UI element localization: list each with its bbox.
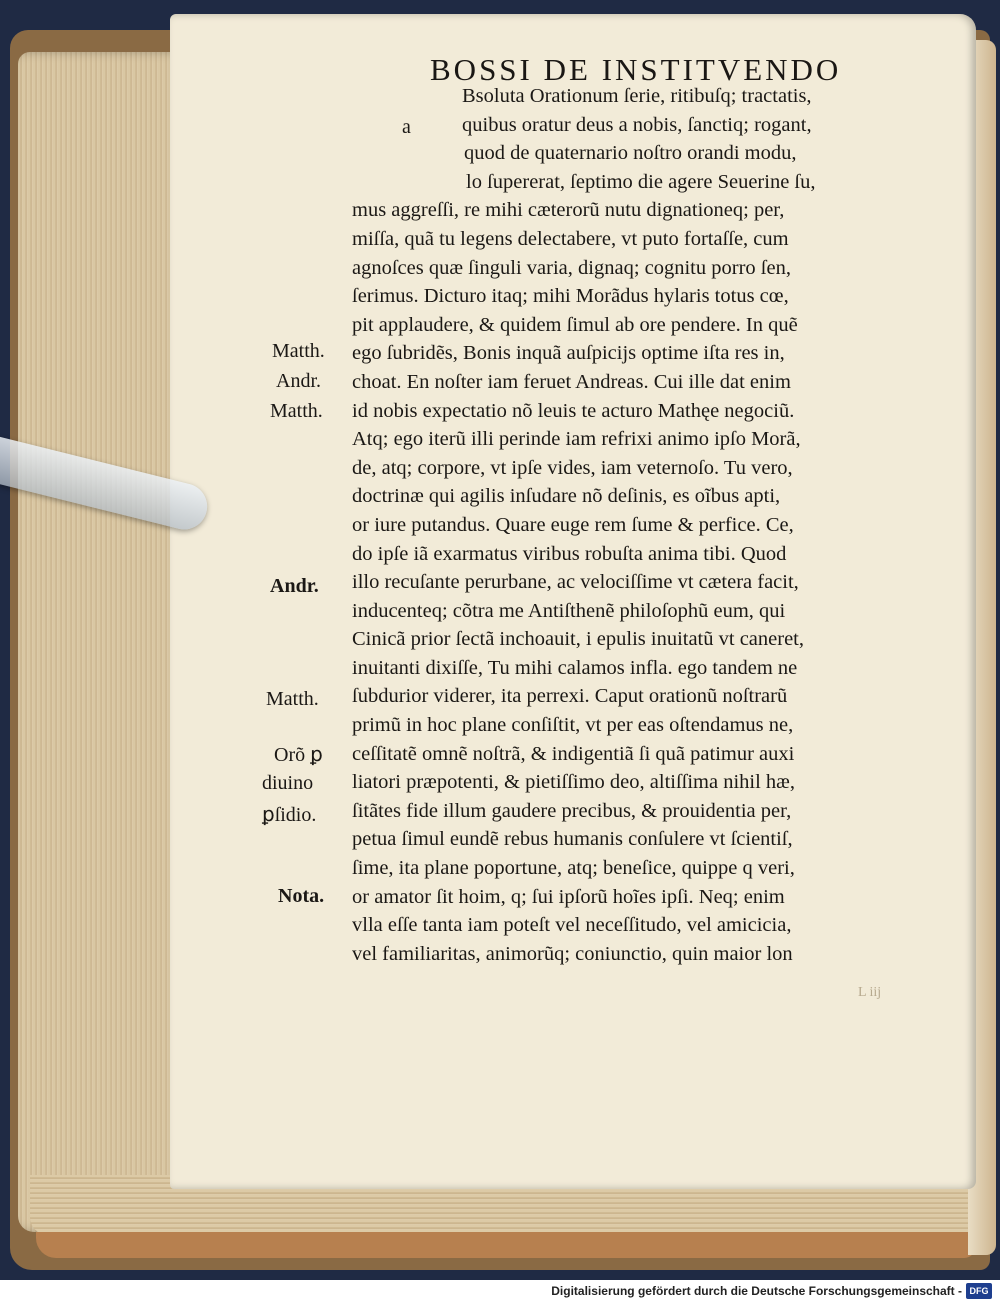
page-stack-left: [18, 52, 183, 1232]
margin-note-matth: Matth.: [272, 340, 325, 362]
footer-bar: [0, 1280, 1000, 1303]
text-line: de, atq; corpore, vt ipſe vides, iam veternoſo. Tu vero,: [352, 456, 793, 479]
text-line: Atq; ego iterũ illi perinde iam refrixi animo ipſo Morã,: [352, 428, 801, 451]
page-signature: L iij: [858, 985, 882, 1000]
text-line: ſime, ita plane poportune, atq; beneſice, quippe q veri,: [352, 857, 795, 880]
text-line: do ipſe iã exarmatus viribus robuſta anima tibi. Quod: [352, 542, 787, 565]
text-line: illo recuſante perurbane, ac velociſſime vt cætera facit,: [352, 571, 799, 594]
text-line: quod de quaternario noſtro orandi modu,: [464, 142, 797, 165]
text-line: mus aggreſſi, re mihi cæterorũ nutu dignationeq; per,: [352, 199, 785, 222]
text-line: ſitãtes fide illum gaudere precibus, & prouidentia per,: [352, 799, 792, 822]
margin-note-matth: Matth.: [266, 688, 319, 710]
margin-note-diuino: diuino: [262, 772, 314, 794]
text-line: vel familiaritas, animorũq; coniunctio, quin maior lon: [352, 942, 793, 965]
text-line: agnoſces quæ ſinguli varia, dignaq; cognitu porro ſen,: [352, 256, 791, 279]
dfg-logo: DFG: [966, 1283, 992, 1299]
text-line: id nobis expectatio nõ leuis te acturo Mathęe negociũ.: [352, 399, 795, 422]
text-line: ceſſitatẽ omnẽ noſtrã, & indigentiã ſi quã patimur auxi: [352, 742, 795, 765]
margin-note-andr: Andr.: [270, 575, 319, 597]
body-text: [352, 82, 907, 968]
signature-marker: a: [402, 116, 411, 138]
text-line: doctrinæ qui agilis inſudare nõ deſinis, es oĩbus apti,: [352, 485, 781, 508]
text-line: choat. En noſter iam feruet Andreas. Cui ille dat enim: [352, 370, 791, 393]
text-line: ego ſubridẽs, Bonis inquã auſpicijs optime iſta res in,: [352, 342, 785, 365]
text-line: liatori præpotenti, & pietiſſimo deo, altiſſima nihil hæ,: [352, 771, 795, 794]
text-line: primũ in hoc plane conſiſtit, vt per eas oſtendamus ne,: [352, 714, 794, 737]
margin-note-andr: Andr.: [276, 370, 321, 392]
text-line: or iure putandus. Quare euge rem ſume & perfice. Ce,: [352, 513, 794, 536]
text-line: petua ſimul eundẽ rebus humanis conſulere vt ſcientiſ,: [352, 828, 793, 851]
text-line: or amator ſit hoim, q; ſui ipſorũ hoĩes ipſi. Neq; enim: [352, 885, 785, 908]
text-line: quibus oratur deus a nobis, ſanctiq; rogant,: [462, 113, 812, 136]
margin-note-matth: Matth.: [270, 400, 323, 422]
text-line: inuitanti dixiſſe, Tu mihi calamos infla. ego tandem ne: [352, 656, 798, 679]
text-line: vlla eſſe tanta iam poteſt vel neceſſitudo, vel amicicia,: [352, 914, 792, 937]
text-line: lo ſupererat, ſeptimo die agere Seuerine ſu,: [466, 170, 816, 193]
text-line: inducenteq; cõtra me Antiſthenẽ philoſophũ eum, qui: [352, 599, 786, 622]
text-line: ſubdurior viderer, ita perrexi. Caput orationũ noſtrarũ: [352, 685, 788, 708]
text-line: pit applaudere, & quidem ſimul ab ore pendere. In quẽ: [352, 313, 798, 336]
running-header: BOSSI DE INSTITVENDO: [430, 52, 842, 87]
margin-note-psidio: ꝑſidio.: [262, 804, 317, 826]
margin-note-oro: Orõ ꝑ: [274, 744, 323, 766]
text-line: Cinicã prior ſectã inchoauit, i epulis inuitatũ vt caneret,: [352, 628, 804, 651]
cover-bottom-edge: [36, 1232, 976, 1258]
text-line: miſſa, quã tu legens delectabere, vt puto fortaſſe, cum: [352, 227, 789, 250]
funding-credit: Digitalisierung gefördert durch die Deutsche Forschungsgemeinschaft -: [551, 1284, 962, 1298]
text-line: ſerimus. Dicturo itaq; mihi Morãdus hylaris totus cœ,: [352, 285, 789, 308]
margin-note-nota: Nota.: [278, 885, 325, 907]
text-line: Bsoluta Orationum ſerie, ritibuſq; tractatis,: [462, 85, 812, 107]
